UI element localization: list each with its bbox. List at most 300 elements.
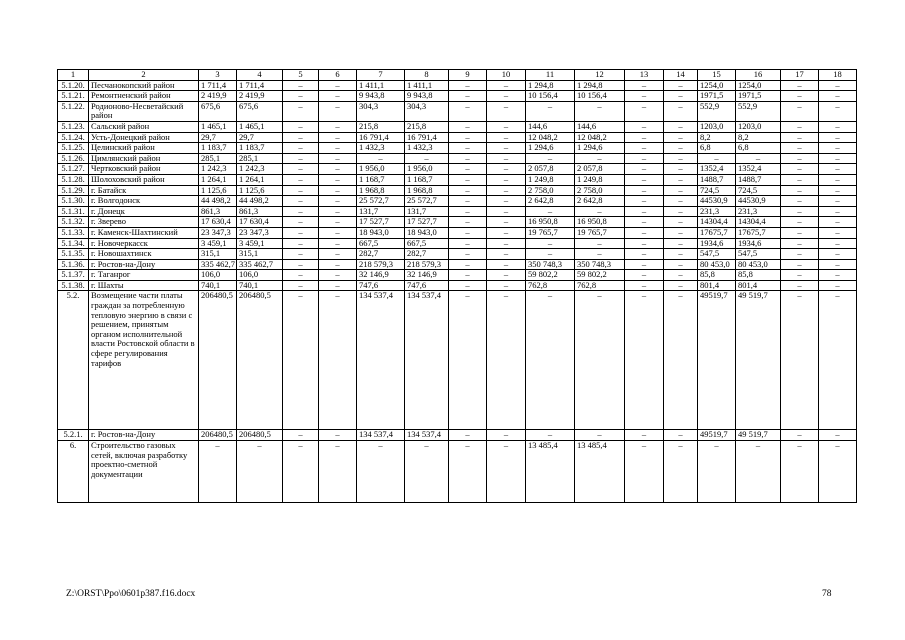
value-cell: – (698, 153, 736, 164)
header-cell: 11 (526, 70, 575, 81)
value-cell: 29,7 (237, 132, 283, 143)
value-cell: – (405, 153, 449, 164)
value-cell: – (319, 280, 357, 291)
row-name: Строительство газовых сетей, включая разработку проектно-сметной документации (89, 441, 199, 503)
value-cell: 1203,0 (736, 121, 781, 132)
row-code: 5.1.29. (58, 185, 89, 196)
table-row (58, 153, 857, 164)
value-cell: 1934,6 (698, 238, 736, 249)
value-cell: 85,8 (698, 270, 736, 281)
row-name: г. Волгодонск (89, 196, 199, 207)
value-cell: – (625, 280, 664, 291)
value-cell: – (283, 185, 319, 196)
value-cell: – (487, 164, 526, 175)
value-cell: 218 579,3 (405, 259, 449, 270)
value-cell: – (819, 238, 857, 249)
value-cell: 131,7 (405, 206, 449, 217)
row-code: 5.1.26. (58, 153, 89, 164)
value-cell: 49 519,7 (736, 291, 781, 430)
value-cell: – (664, 259, 698, 270)
value-cell: 2 057,8 (526, 164, 575, 175)
value-cell: 231,3 (698, 206, 736, 217)
value-cell: 18 943,0 (405, 227, 449, 238)
value-cell: 2 642,8 (575, 196, 625, 207)
value-cell: 17 527,7 (405, 217, 449, 228)
value-cell: – (625, 441, 664, 503)
value-cell: – (283, 174, 319, 185)
value-cell: – (319, 259, 357, 270)
value-cell: – (319, 164, 357, 175)
value-cell: – (283, 291, 319, 430)
value-cell: – (487, 249, 526, 260)
value-cell: – (526, 291, 575, 430)
value-cell: 1203,0 (698, 121, 736, 132)
value-cell: – (283, 259, 319, 270)
header-cell: 12 (575, 70, 625, 81)
row-name: Песчанокопский район (89, 80, 199, 91)
value-cell: – (575, 291, 625, 430)
value-cell: – (664, 91, 698, 102)
header-cell: 17 (781, 70, 819, 81)
value-cell: – (625, 153, 664, 164)
value-cell: – (449, 430, 487, 441)
value-cell: – (487, 143, 526, 154)
value-cell: – (664, 206, 698, 217)
value-cell: – (781, 164, 819, 175)
value-cell: 134 537,4 (357, 430, 405, 441)
value-cell: 282,7 (405, 249, 449, 260)
value-cell: 2 057,8 (575, 164, 625, 175)
value-cell: 1 711,4 (199, 80, 237, 91)
value-cell: – (575, 238, 625, 249)
value-cell: – (819, 80, 857, 91)
value-cell: – (449, 80, 487, 91)
value-cell: 2 758,0 (575, 185, 625, 196)
value-cell: 29,7 (199, 132, 237, 143)
value-cell: 13 485,4 (575, 441, 625, 503)
value-cell: 667,5 (357, 238, 405, 249)
row-code: 6. (58, 441, 89, 503)
value-cell: – (487, 227, 526, 238)
value-cell: – (819, 132, 857, 143)
value-cell: 1488,7 (736, 174, 781, 185)
value-cell: – (283, 238, 319, 249)
value-cell: – (283, 217, 319, 228)
value-cell: 44530,9 (736, 196, 781, 207)
value-cell: – (283, 227, 319, 238)
header-cell: 7 (357, 70, 405, 81)
value-cell: – (664, 441, 698, 503)
row-code: 5.1.28. (58, 174, 89, 185)
value-cell: – (449, 238, 487, 249)
value-cell: 6,8 (736, 143, 781, 154)
value-cell: 16 791,4 (405, 132, 449, 143)
value-cell: 724,5 (698, 185, 736, 196)
value-cell: – (664, 238, 698, 249)
value-cell: 231,3 (736, 206, 781, 217)
value-cell: 1 294,6 (526, 143, 575, 154)
table-row (58, 291, 857, 430)
value-cell: – (487, 280, 526, 291)
value-cell: 1 411,1 (357, 80, 405, 91)
value-cell: 1 264,1 (199, 174, 237, 185)
value-cell: 23 347,3 (199, 227, 237, 238)
value-cell: 1 249,8 (575, 174, 625, 185)
value-cell: – (319, 430, 357, 441)
value-cell: – (781, 101, 819, 121)
row-code: 5.2. (58, 291, 89, 430)
value-cell: 552,9 (698, 101, 736, 121)
value-cell: – (781, 430, 819, 441)
value-cell: 1254,0 (736, 80, 781, 91)
value-cell: 3 459,1 (199, 238, 237, 249)
value-cell: – (487, 196, 526, 207)
value-cell: 1 294,8 (526, 80, 575, 91)
value-cell: – (575, 153, 625, 164)
value-cell: 17 630,4 (237, 217, 283, 228)
value-cell: 144,6 (575, 121, 625, 132)
row-name: г. Донецк (89, 206, 199, 217)
value-cell: – (819, 174, 857, 185)
value-cell: – (487, 441, 526, 503)
table-row (58, 143, 857, 154)
value-cell: 547,5 (698, 249, 736, 260)
value-cell: – (449, 164, 487, 175)
value-cell: 1 711,4 (237, 80, 283, 91)
value-cell: – (625, 196, 664, 207)
row-name: г. Зверево (89, 217, 199, 228)
value-cell: – (819, 227, 857, 238)
value-cell: – (319, 270, 357, 281)
header-cell: 1 (58, 70, 89, 81)
value-cell: – (449, 174, 487, 185)
value-cell: – (781, 291, 819, 430)
value-cell: – (781, 238, 819, 249)
value-cell: 1 411,1 (405, 80, 449, 91)
value-cell: – (625, 430, 664, 441)
table-row (58, 249, 857, 260)
value-cell: – (319, 185, 357, 196)
table-header-row (58, 70, 857, 81)
value-cell: 131,7 (357, 206, 405, 217)
value-cell: – (449, 291, 487, 430)
value-cell: 134 537,4 (405, 291, 449, 430)
row-code: 5.1.32. (58, 217, 89, 228)
value-cell: 547,5 (736, 249, 781, 260)
value-cell: 1 249,8 (526, 174, 575, 185)
value-cell: – (449, 91, 487, 102)
header-cell: 8 (405, 70, 449, 81)
value-cell: – (625, 227, 664, 238)
value-cell: – (283, 430, 319, 441)
value-cell: 9 943,8 (405, 91, 449, 102)
value-cell: – (487, 185, 526, 196)
table-row (58, 164, 857, 175)
value-cell: – (319, 217, 357, 228)
value-cell: – (625, 80, 664, 91)
value-cell: – (819, 185, 857, 196)
row-name: г. Новочеркасск (89, 238, 199, 249)
value-cell: – (283, 249, 319, 260)
header-cell: 3 (199, 70, 237, 81)
value-cell: – (819, 249, 857, 260)
header-cell: 16 (736, 70, 781, 81)
header-cell: 6 (319, 70, 357, 81)
value-cell: 12 048,2 (526, 132, 575, 143)
value-cell: – (487, 174, 526, 185)
value-cell: – (449, 121, 487, 132)
value-cell: – (283, 121, 319, 132)
row-name: г. Ростов-на-Дону (89, 430, 199, 441)
value-cell: 49 519,7 (736, 430, 781, 441)
value-cell: – (664, 174, 698, 185)
value-cell: – (283, 132, 319, 143)
value-cell: 206480,5 (237, 430, 283, 441)
value-cell: 350 748,3 (526, 259, 575, 270)
file-path: Z:\ORST\Ppo\0601p387.f16.docx (66, 589, 196, 599)
header-cell: 18 (819, 70, 857, 81)
value-cell: – (319, 121, 357, 132)
value-cell: – (283, 196, 319, 207)
value-cell: – (526, 430, 575, 441)
value-cell: – (625, 270, 664, 281)
value-cell: – (664, 132, 698, 143)
value-cell: – (526, 249, 575, 260)
value-cell: 801,4 (698, 280, 736, 291)
value-cell: – (625, 101, 664, 121)
value-cell: 13 485,4 (526, 441, 575, 503)
value-cell: 762,8 (575, 280, 625, 291)
value-cell: 19 765,7 (575, 227, 625, 238)
value-cell: – (819, 270, 857, 281)
value-cell: – (449, 249, 487, 260)
value-cell: 335 462,7 (199, 259, 237, 270)
value-cell: – (487, 430, 526, 441)
value-cell: – (283, 270, 319, 281)
value-cell: 285,1 (199, 153, 237, 164)
header-cell: 10 (487, 70, 526, 81)
value-cell: – (819, 206, 857, 217)
value-cell: – (449, 153, 487, 164)
value-cell: – (405, 441, 449, 503)
value-cell: – (283, 153, 319, 164)
row-name: Усть-Донецкий район (89, 132, 199, 143)
value-cell: 134 537,4 (405, 430, 449, 441)
value-cell: 80 453,0 (698, 259, 736, 270)
value-cell: 724,5 (736, 185, 781, 196)
value-cell: 32 146,9 (405, 270, 449, 281)
value-cell: – (819, 121, 857, 132)
value-cell: – (487, 259, 526, 270)
value-cell: – (819, 441, 857, 503)
value-cell: – (575, 249, 625, 260)
value-cell: 1 264,1 (237, 174, 283, 185)
value-cell: – (781, 217, 819, 228)
value-cell: – (625, 217, 664, 228)
value-cell: – (319, 206, 357, 217)
value-cell: 2 642,8 (526, 196, 575, 207)
value-cell: – (664, 164, 698, 175)
value-cell: – (487, 132, 526, 143)
value-cell: – (487, 291, 526, 430)
value-cell: 16 950,8 (575, 217, 625, 228)
value-cell: – (625, 164, 664, 175)
value-cell: 10 156,4 (526, 91, 575, 102)
value-cell: – (664, 270, 698, 281)
value-cell: – (319, 153, 357, 164)
row-name: г. Батайск (89, 185, 199, 196)
value-cell: – (575, 101, 625, 121)
value-cell: – (664, 280, 698, 291)
value-cell: – (819, 143, 857, 154)
value-cell: 134 537,4 (357, 291, 405, 430)
value-cell: – (449, 185, 487, 196)
value-cell: 3 459,1 (237, 238, 283, 249)
value-cell: – (781, 80, 819, 91)
table-row (58, 430, 857, 441)
value-cell: 206480,5 (199, 430, 237, 441)
value-cell: 1 432,3 (405, 143, 449, 154)
row-code: 5.1.36. (58, 259, 89, 270)
value-cell: – (781, 153, 819, 164)
value-cell: – (487, 91, 526, 102)
value-cell: – (319, 291, 357, 430)
value-cell: 282,7 (357, 249, 405, 260)
row-name: Целинский район (89, 143, 199, 154)
table-row (58, 185, 857, 196)
value-cell: 1 465,1 (237, 121, 283, 132)
value-cell: – (664, 291, 698, 430)
value-cell: 17675,7 (736, 227, 781, 238)
table-row (58, 101, 857, 121)
value-cell: – (781, 280, 819, 291)
row-code: 5.1.24. (58, 132, 89, 143)
value-cell: 1 125,6 (237, 185, 283, 196)
header-cell: 13 (625, 70, 664, 81)
value-cell: 861,3 (237, 206, 283, 217)
value-cell: – (283, 143, 319, 154)
value-cell: 675,6 (199, 101, 237, 121)
table-row (58, 227, 857, 238)
row-code: 5.1.38. (58, 280, 89, 291)
value-cell: – (736, 441, 781, 503)
value-cell: 1 242,3 (237, 164, 283, 175)
value-cell: – (664, 227, 698, 238)
value-cell: 44 498,2 (199, 196, 237, 207)
value-cell: 18 943,0 (357, 227, 405, 238)
row-code: 5.1.22. (58, 101, 89, 121)
value-cell: – (449, 280, 487, 291)
value-cell: 8,2 (698, 132, 736, 143)
value-cell: – (664, 121, 698, 132)
table-row (58, 132, 857, 143)
value-cell: – (819, 153, 857, 164)
table-row (58, 91, 857, 102)
value-cell: 1254,0 (698, 80, 736, 91)
value-cell: 23 347,3 (237, 227, 283, 238)
page-number: 78 (822, 589, 832, 599)
header-cell: 4 (237, 70, 283, 81)
row-name: Сальский район (89, 121, 199, 132)
value-cell: – (625, 291, 664, 430)
value-cell: 32 146,9 (357, 270, 405, 281)
value-cell: 1 432,3 (357, 143, 405, 154)
value-cell: 1488,7 (698, 174, 736, 185)
value-cell: – (781, 441, 819, 503)
value-cell: 285,1 (237, 153, 283, 164)
value-cell: 106,0 (199, 270, 237, 281)
value-cell: 6,8 (698, 143, 736, 154)
value-cell: – (487, 80, 526, 91)
value-cell: – (781, 196, 819, 207)
value-cell: 1 956,0 (405, 164, 449, 175)
value-cell: – (449, 227, 487, 238)
value-cell: 49519,7 (698, 291, 736, 430)
value-cell: – (781, 121, 819, 132)
value-cell: 1 168,7 (405, 174, 449, 185)
value-cell: – (625, 249, 664, 260)
value-cell: 85,8 (736, 270, 781, 281)
value-cell: 747,6 (357, 280, 405, 291)
value-cell: 552,9 (736, 101, 781, 121)
row-name: г. Шахты (89, 280, 199, 291)
value-cell: – (283, 206, 319, 217)
value-cell: 315,1 (199, 249, 237, 260)
value-cell: 1 168,7 (357, 174, 405, 185)
row-code: 5.1.30. (58, 196, 89, 207)
value-cell: – (819, 291, 857, 430)
value-cell: – (526, 101, 575, 121)
value-cell: 1 242,3 (199, 164, 237, 175)
value-cell: – (819, 217, 857, 228)
value-cell: 304,3 (357, 101, 405, 121)
value-cell: – (664, 185, 698, 196)
value-cell: 59 802,2 (526, 270, 575, 281)
value-cell: 215,8 (405, 121, 449, 132)
value-cell: 1971,5 (698, 91, 736, 102)
value-cell: 1 183,7 (237, 143, 283, 154)
value-cell: 1 294,6 (575, 143, 625, 154)
value-cell: – (819, 164, 857, 175)
value-cell: – (449, 101, 487, 121)
table-row (58, 206, 857, 217)
value-cell: – (199, 441, 237, 503)
value-cell: – (526, 238, 575, 249)
value-cell: – (319, 227, 357, 238)
value-cell: – (526, 206, 575, 217)
value-cell: 675,6 (237, 101, 283, 121)
value-cell: – (487, 101, 526, 121)
value-cell: – (319, 441, 357, 503)
value-cell: 350 748,3 (575, 259, 625, 270)
row-code: 5.1.33. (58, 227, 89, 238)
value-cell: – (819, 430, 857, 441)
value-cell: – (449, 270, 487, 281)
value-cell: 2 419,9 (199, 91, 237, 102)
value-cell: – (664, 196, 698, 207)
value-cell: 14304,4 (698, 217, 736, 228)
value-cell: 206480,5 (237, 291, 283, 430)
value-cell: 16 791,4 (357, 132, 405, 143)
value-cell: – (319, 174, 357, 185)
value-cell: 59 802,2 (575, 270, 625, 281)
value-cell: – (664, 80, 698, 91)
header-cell: 9 (449, 70, 487, 81)
value-cell: 8,2 (736, 132, 781, 143)
table-row (58, 196, 857, 207)
row-name: Возмещение части платы граждан за потребленную тепловую энергию в связи с решением, принятым органом исполнительной власти Ростовской области в сфере регулирования тарифов (89, 291, 199, 430)
value-cell: – (698, 441, 736, 503)
